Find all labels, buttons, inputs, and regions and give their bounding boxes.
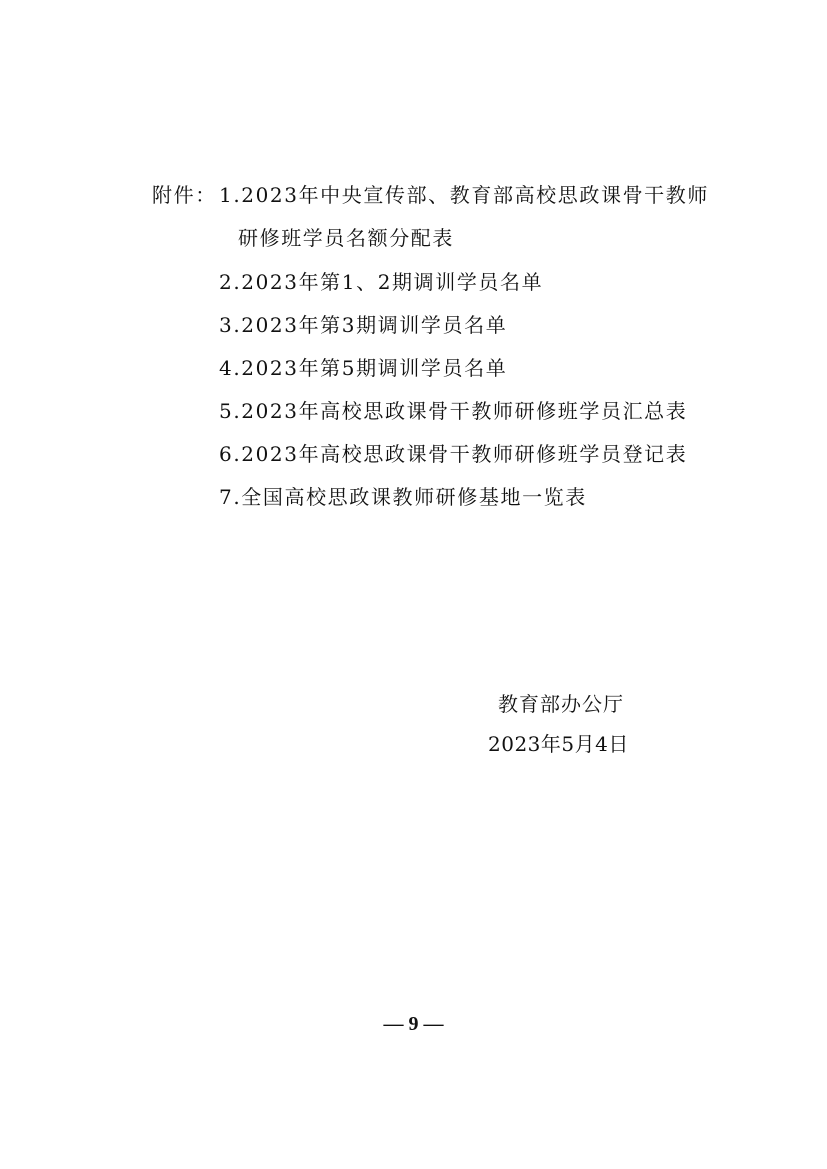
attachment-item-5: 5.2023年高校思政课骨干教师研修班学员汇总表 [219,399,688,423]
attachment-item-4: 4.2023年第5期调训学员名单 [219,356,508,380]
issue-date: 2023年5月4日 [488,732,629,756]
issuer-name: 教育部办公厅 [498,692,624,716]
attachment-item-3: 3.2023年第3期调训学员名单 [219,313,508,337]
attachments-label: 附件： [152,183,217,207]
page-number: — 9 — [383,1013,444,1035]
attachment-item-1-continued: 研修班学员名额分配表 [238,226,454,250]
attachment-item-2: 2.2023年第1、2期调训学员名单 [219,270,544,294]
attachment-item-1: 1.2023年中央宣传部、教育部高校思政课骨干教师 [219,183,709,207]
attachment-item-6: 6.2023年高校思政课骨干教师研修班学员登记表 [219,442,688,466]
attachment-item-7: 7.全国高校思政课教师研修基地一览表 [219,485,587,509]
